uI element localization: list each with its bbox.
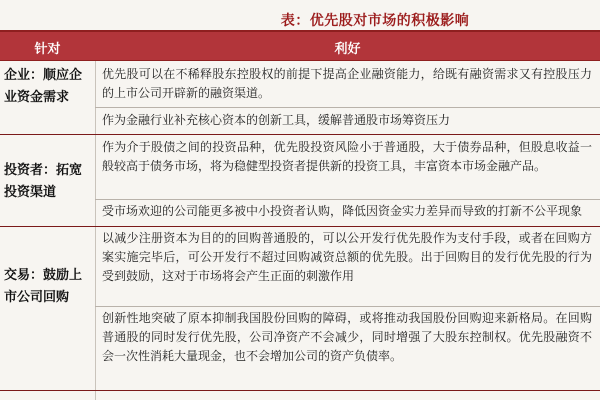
table-header	[0, 32, 600, 60]
column-divider	[95, 61, 96, 400]
cell-investor-1: 作为介于股债之间的投资品种，优先股投资风险小于普通股，大于债券品种，但股息收益一般较高于债务市场，将为稳健型投资者提供新的投资工具，丰富资本市场金融产品。	[102, 140, 592, 173]
cell-enterprise-1: 优先股可以在不稀释股东控股权的前提下提高企业融资能力，给既有融资需求又有控股压力的上市公司开辟新的融资渠道。	[102, 67, 592, 100]
row-label-trading: 交易：鼓励上市公司回购	[4, 268, 83, 305]
row-label-investor: 投资者：拓宽投资渠道	[4, 163, 83, 200]
row-divider	[95, 306, 600, 307]
row-label-enterprise: 企业：顺应企业资金需求	[4, 68, 83, 105]
cell-trading-1: 以减少注册资本为目的的回购普通股的，可以公开发行优先股作为支付手段，或者在回购方案实施完毕后，可公开发行不超过回购减资总额的优先股。出于回购目的发行优先股的行为受到鼓励，这对于市场将会产生正面的刺激作用	[102, 231, 592, 283]
header-target: 针对	[34, 42, 61, 57]
bottom-rule	[0, 390, 600, 391]
cell-enterprise-2: 作为金融行业补充核心资本的创新工具，缓解普通股市场筹资压力	[102, 113, 451, 127]
section-divider	[0, 134, 600, 135]
section-divider	[0, 226, 600, 227]
row-divider	[95, 199, 600, 200]
cell-investor-2: 受市场欢迎的公司能更多被中小投资者认购，降低因资金实力差异而导致的打新不公平现象	[102, 204, 583, 218]
header-benefit: 利好	[334, 42, 361, 57]
table-body	[0, 61, 600, 400]
cell-trading-2: 创新性地突破了原本抑制我国股份回购的障碍，或将推动我国股份回购迎来新格局。在回购普通股的同时发行优先股，公司净资产不会减少，同时增强了大股东控制权。优先股融资不会一次性消耗大量现金，也不会增加公司的资产负债率。	[102, 311, 592, 363]
table-title: 表：优先股对市场的积极影响	[280, 13, 470, 29]
row-divider	[95, 107, 600, 108]
